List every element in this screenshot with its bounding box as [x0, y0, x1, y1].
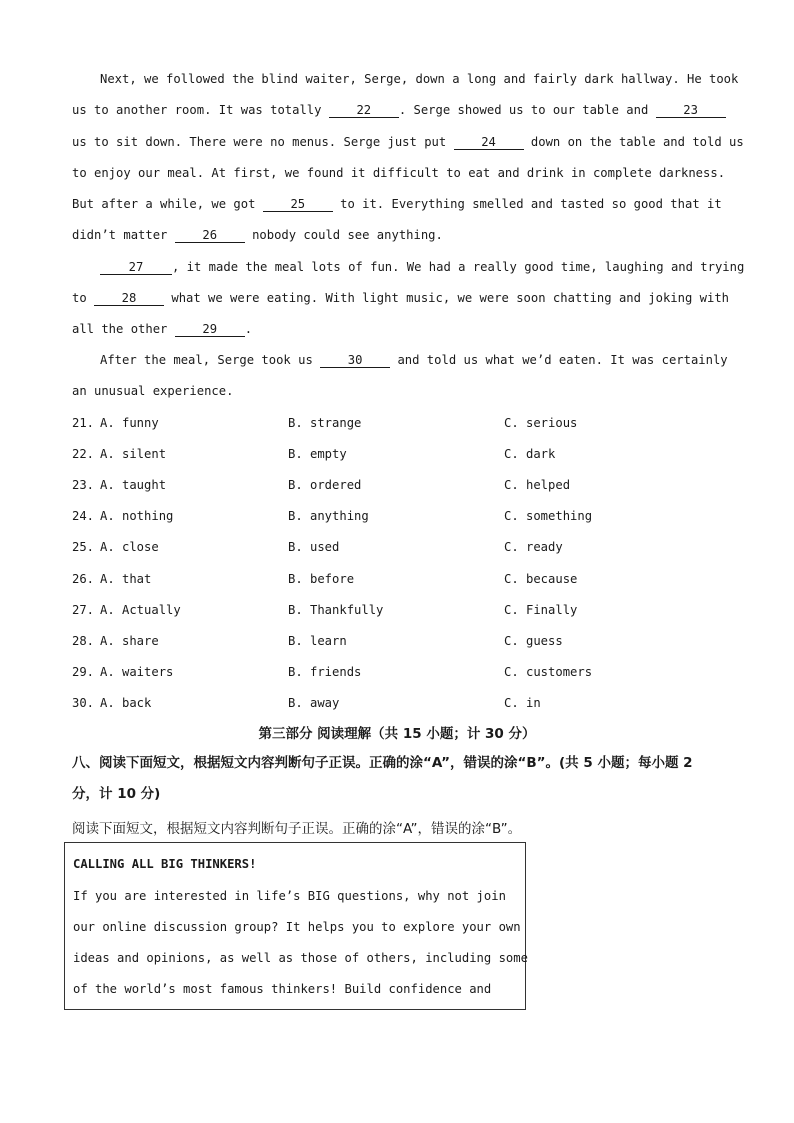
option-c: C. something: [504, 509, 593, 523]
passage-line: [100, 352, 728, 368]
blank-28: 28: [94, 291, 164, 306]
option-c: C. ready: [504, 540, 563, 554]
question-number: 30.: [72, 696, 95, 710]
passage-line: If you are interested in life’s BIG questions, why not join: [73, 889, 506, 903]
passage-text: nobody could see anything.: [244, 228, 443, 242]
passage-line: [72, 227, 443, 243]
passage-text: to: [72, 291, 95, 305]
option-c: C. dark: [504, 447, 556, 461]
question-number: 21.: [72, 416, 95, 430]
passage-line: [72, 321, 252, 337]
passage-text: didn’t matter: [72, 228, 175, 242]
passage-text: to it. Everything smelled and tasted so good that it: [332, 197, 722, 211]
option-b: B. friends: [288, 665, 362, 679]
blank-24: 24: [454, 135, 524, 150]
option-b: B. anything: [288, 509, 369, 523]
option-c: C. serious: [504, 416, 578, 430]
option-c: C. helped: [504, 478, 571, 492]
option-a: A. taught: [100, 478, 167, 492]
option-c: C. in: [504, 696, 541, 710]
passage-text: all the other: [72, 322, 175, 336]
option-b: B. used: [288, 540, 340, 554]
option-a: A. waiters: [100, 665, 174, 679]
passage-text: .: [244, 322, 253, 336]
passage-text: But after a while, we got: [72, 197, 263, 211]
passage-heading: CALLING ALL BIG THINKERS!: [73, 857, 257, 871]
option-c: C. Finally: [504, 603, 578, 617]
option-b: B. empty: [288, 447, 347, 461]
blank-23: 23: [656, 103, 726, 118]
passage-line: of the world’s most famous thinkers! Build confidence and: [73, 982, 492, 996]
option-a: A. nothing: [100, 509, 174, 523]
blank-25: 25: [263, 197, 333, 212]
passage-text: us to another room. It was totally: [72, 103, 329, 117]
passage-line: an unusual experience.: [72, 384, 234, 398]
option-a: A. back: [100, 696, 152, 710]
passage-line: our online discussion group? It helps you to explore your own: [73, 920, 521, 934]
question-number: 26.: [72, 572, 95, 586]
blank-26: 26: [175, 228, 245, 243]
option-c: C. customers: [504, 665, 593, 679]
option-c: C. because: [504, 572, 578, 586]
option-a: A. silent: [100, 447, 167, 461]
option-b: B. strange: [288, 416, 362, 430]
section-instruction: 八、阅读下面短文，根据短文内容判断句子正误。正确的涂“A”，错误的涂“B”。(共 5 小题；每小题 2: [72, 755, 693, 771]
question-number: 29.: [72, 665, 95, 679]
option-b: B. ordered: [288, 478, 362, 492]
question-number: 24.: [72, 509, 95, 523]
option-a: A. that: [100, 572, 152, 586]
question-number: 28.: [72, 634, 95, 648]
option-a: A. Actually: [100, 603, 181, 617]
option-b: B. Thankfully: [288, 603, 384, 617]
passage-text: us to sit down. There were no menus. Serge just put: [72, 135, 454, 149]
blank-30: 30: [320, 353, 390, 368]
option-a: A. share: [100, 634, 159, 648]
question-number: 22.: [72, 447, 95, 461]
question-number: 25.: [72, 540, 95, 554]
task-instruction: 阅读下面短文，根据短文内容判断句子正误。正确的涂“A”，错误的涂“B”。: [72, 821, 522, 837]
option-b: B. before: [288, 572, 355, 586]
reading-passage-box: [64, 842, 526, 1010]
question-number: 27.: [72, 603, 95, 617]
passage-text: . Serge showed us to our table and: [398, 103, 656, 117]
passage-text: down on the table and told us: [523, 135, 744, 149]
question-number: 23.: [72, 478, 95, 492]
passage-line: ideas and opinions, as well as those of others, including some: [73, 951, 528, 965]
blank-29: 29: [175, 322, 245, 337]
blank-27: 27: [100, 260, 172, 275]
blank-22: 22: [329, 103, 399, 118]
option-b: B. learn: [288, 634, 347, 648]
passage-text: what we were eating. With light music, we were soon chatting and joking with: [164, 291, 730, 305]
passage-line: Next, we followed the blind waiter, Serge, down a long and fairly dark hallway. He took: [100, 72, 739, 86]
passage-line: [72, 196, 722, 212]
passage-line: [72, 134, 744, 150]
passage-text: and told us what we’d eaten. It was certainly: [390, 353, 728, 367]
option-a: A. funny: [100, 416, 159, 430]
option-b: B. away: [288, 696, 340, 710]
option-a: A. close: [100, 540, 159, 554]
section-title: 第三部分 阅读理解（共 15 小题；计 30 分）: [258, 726, 536, 742]
passage-text: After the meal, Serge took us: [100, 353, 321, 367]
passage-line: [72, 290, 729, 306]
section-instruction: 分，计 10 分): [72, 786, 161, 802]
passage-line: [72, 102, 726, 118]
option-c: C. guess: [504, 634, 563, 648]
passage-line: to enjoy our meal. At first, we found it difficult to eat and drink in complete darkness.: [72, 166, 726, 180]
passage-text: , it made the meal lots of fun. We had a really good time, laughing and trying: [172, 260, 745, 274]
passage-line: [100, 259, 744, 275]
